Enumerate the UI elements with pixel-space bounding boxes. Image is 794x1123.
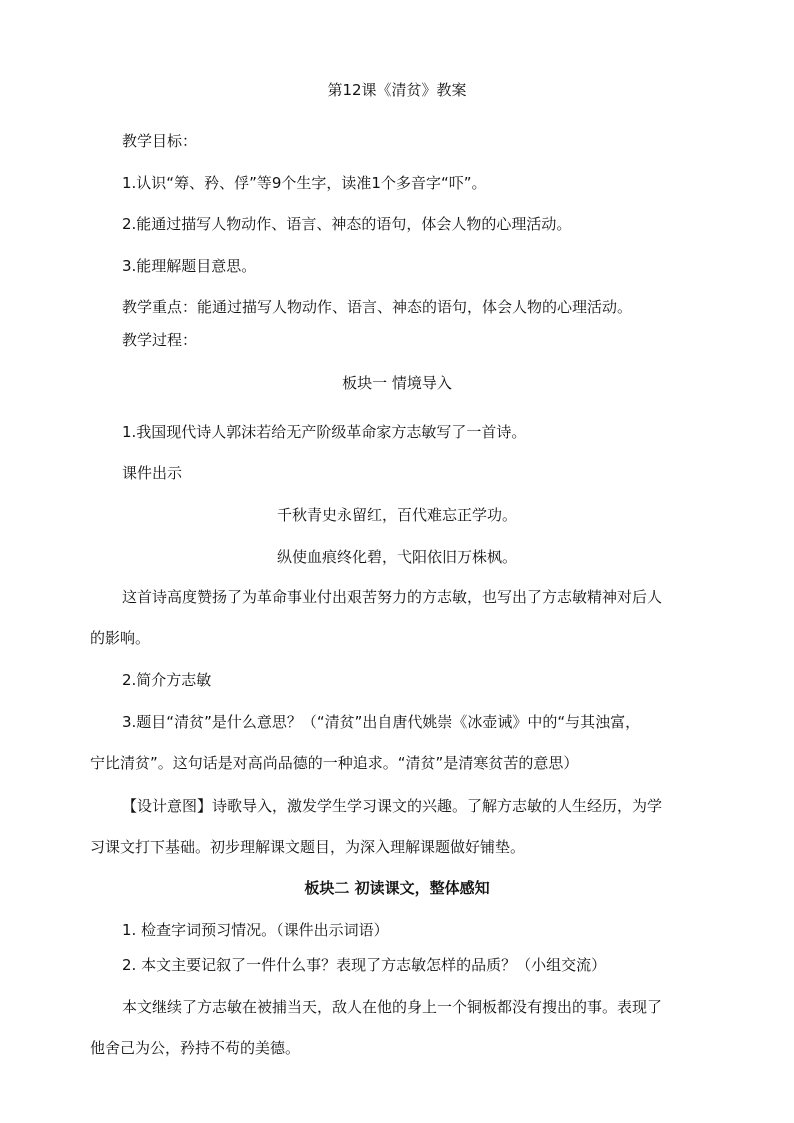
poem-note-line-1: 这首诗高度赞扬了为革命事业付出艰苦努力的方志敏，也写出了方志敏精神对后人 <box>122 588 663 606</box>
objective-2: 2.能通过描写人物动作、语言、神态的语句，体会人物的心理活动。 <box>122 215 572 233</box>
section1-item-1: 1.我国现代诗人郭沫若给无产阶级革命家方志敏写了一首诗。 <box>122 423 527 441</box>
poem-note-line-2: 的影响。 <box>90 629 151 647</box>
design-intent-line-2: 习课文打下基础。初步理解课文题目，为深入理解课题做好铺垫。 <box>90 838 526 856</box>
section1-heading: 板块一 情境导入 <box>342 374 452 392</box>
answer-line-1: 本文继续了方志敏在被捕当天，敌人在他的身上一个铜板都没有搜出的事。表现了 <box>122 998 663 1016</box>
key-point: 教学重点：能通过描写人物动作、语言、神态的语句，体会人物的心理活动。 <box>122 298 633 316</box>
section2-item-1: 1. 检查字词预习情况。（课件出示词语） <box>122 921 389 939</box>
poem-line-1: 千秋青史永留红，百代难忘正学功。 <box>276 506 517 524</box>
section2-item-2: 2. 本文主要记叙了一件什么事？表现了方志敏怎样的品质？（小组交流） <box>122 956 607 974</box>
courseware-label: 课件出示 <box>122 464 183 482</box>
objectives-heading: 教学目标： <box>122 132 198 150</box>
answer-line-2: 他舍己为公，矜持不苟的美德。 <box>90 1039 301 1057</box>
process-heading: 教学过程： <box>122 331 198 349</box>
section1-item-2: 2.简介方志敏 <box>122 671 212 689</box>
design-intent-line-1: 【设计意图】诗歌导入，激发学生学习课文的兴趣。了解方志敏的人生经历，为学 <box>122 797 663 815</box>
section2-heading: 板块二 初读课文，整体感知 <box>304 879 490 897</box>
objective-3: 3.能理解题目意思。 <box>122 257 257 275</box>
objective-1: 1.认识“筹、矜、俘”等9个生字，读准1个多音字“吓”。 <box>122 174 487 192</box>
section1-item-3-line-2: 宁比清贫”。这句话是对高尚品德的一种追求。“清贫”是清寒贫苦的意思） <box>90 754 579 772</box>
page-title: 第12课《清贫》教案 <box>327 81 467 99</box>
poem-line-2: 纵使血痕终化碧，弋阳依旧万株枫。 <box>276 548 517 566</box>
section1-item-3-line-1: 3.题目“清贫”是什么意思？（“清贫”出自唐代姚崇《冰壶诫》中的“与其浊富， <box>122 713 641 731</box>
